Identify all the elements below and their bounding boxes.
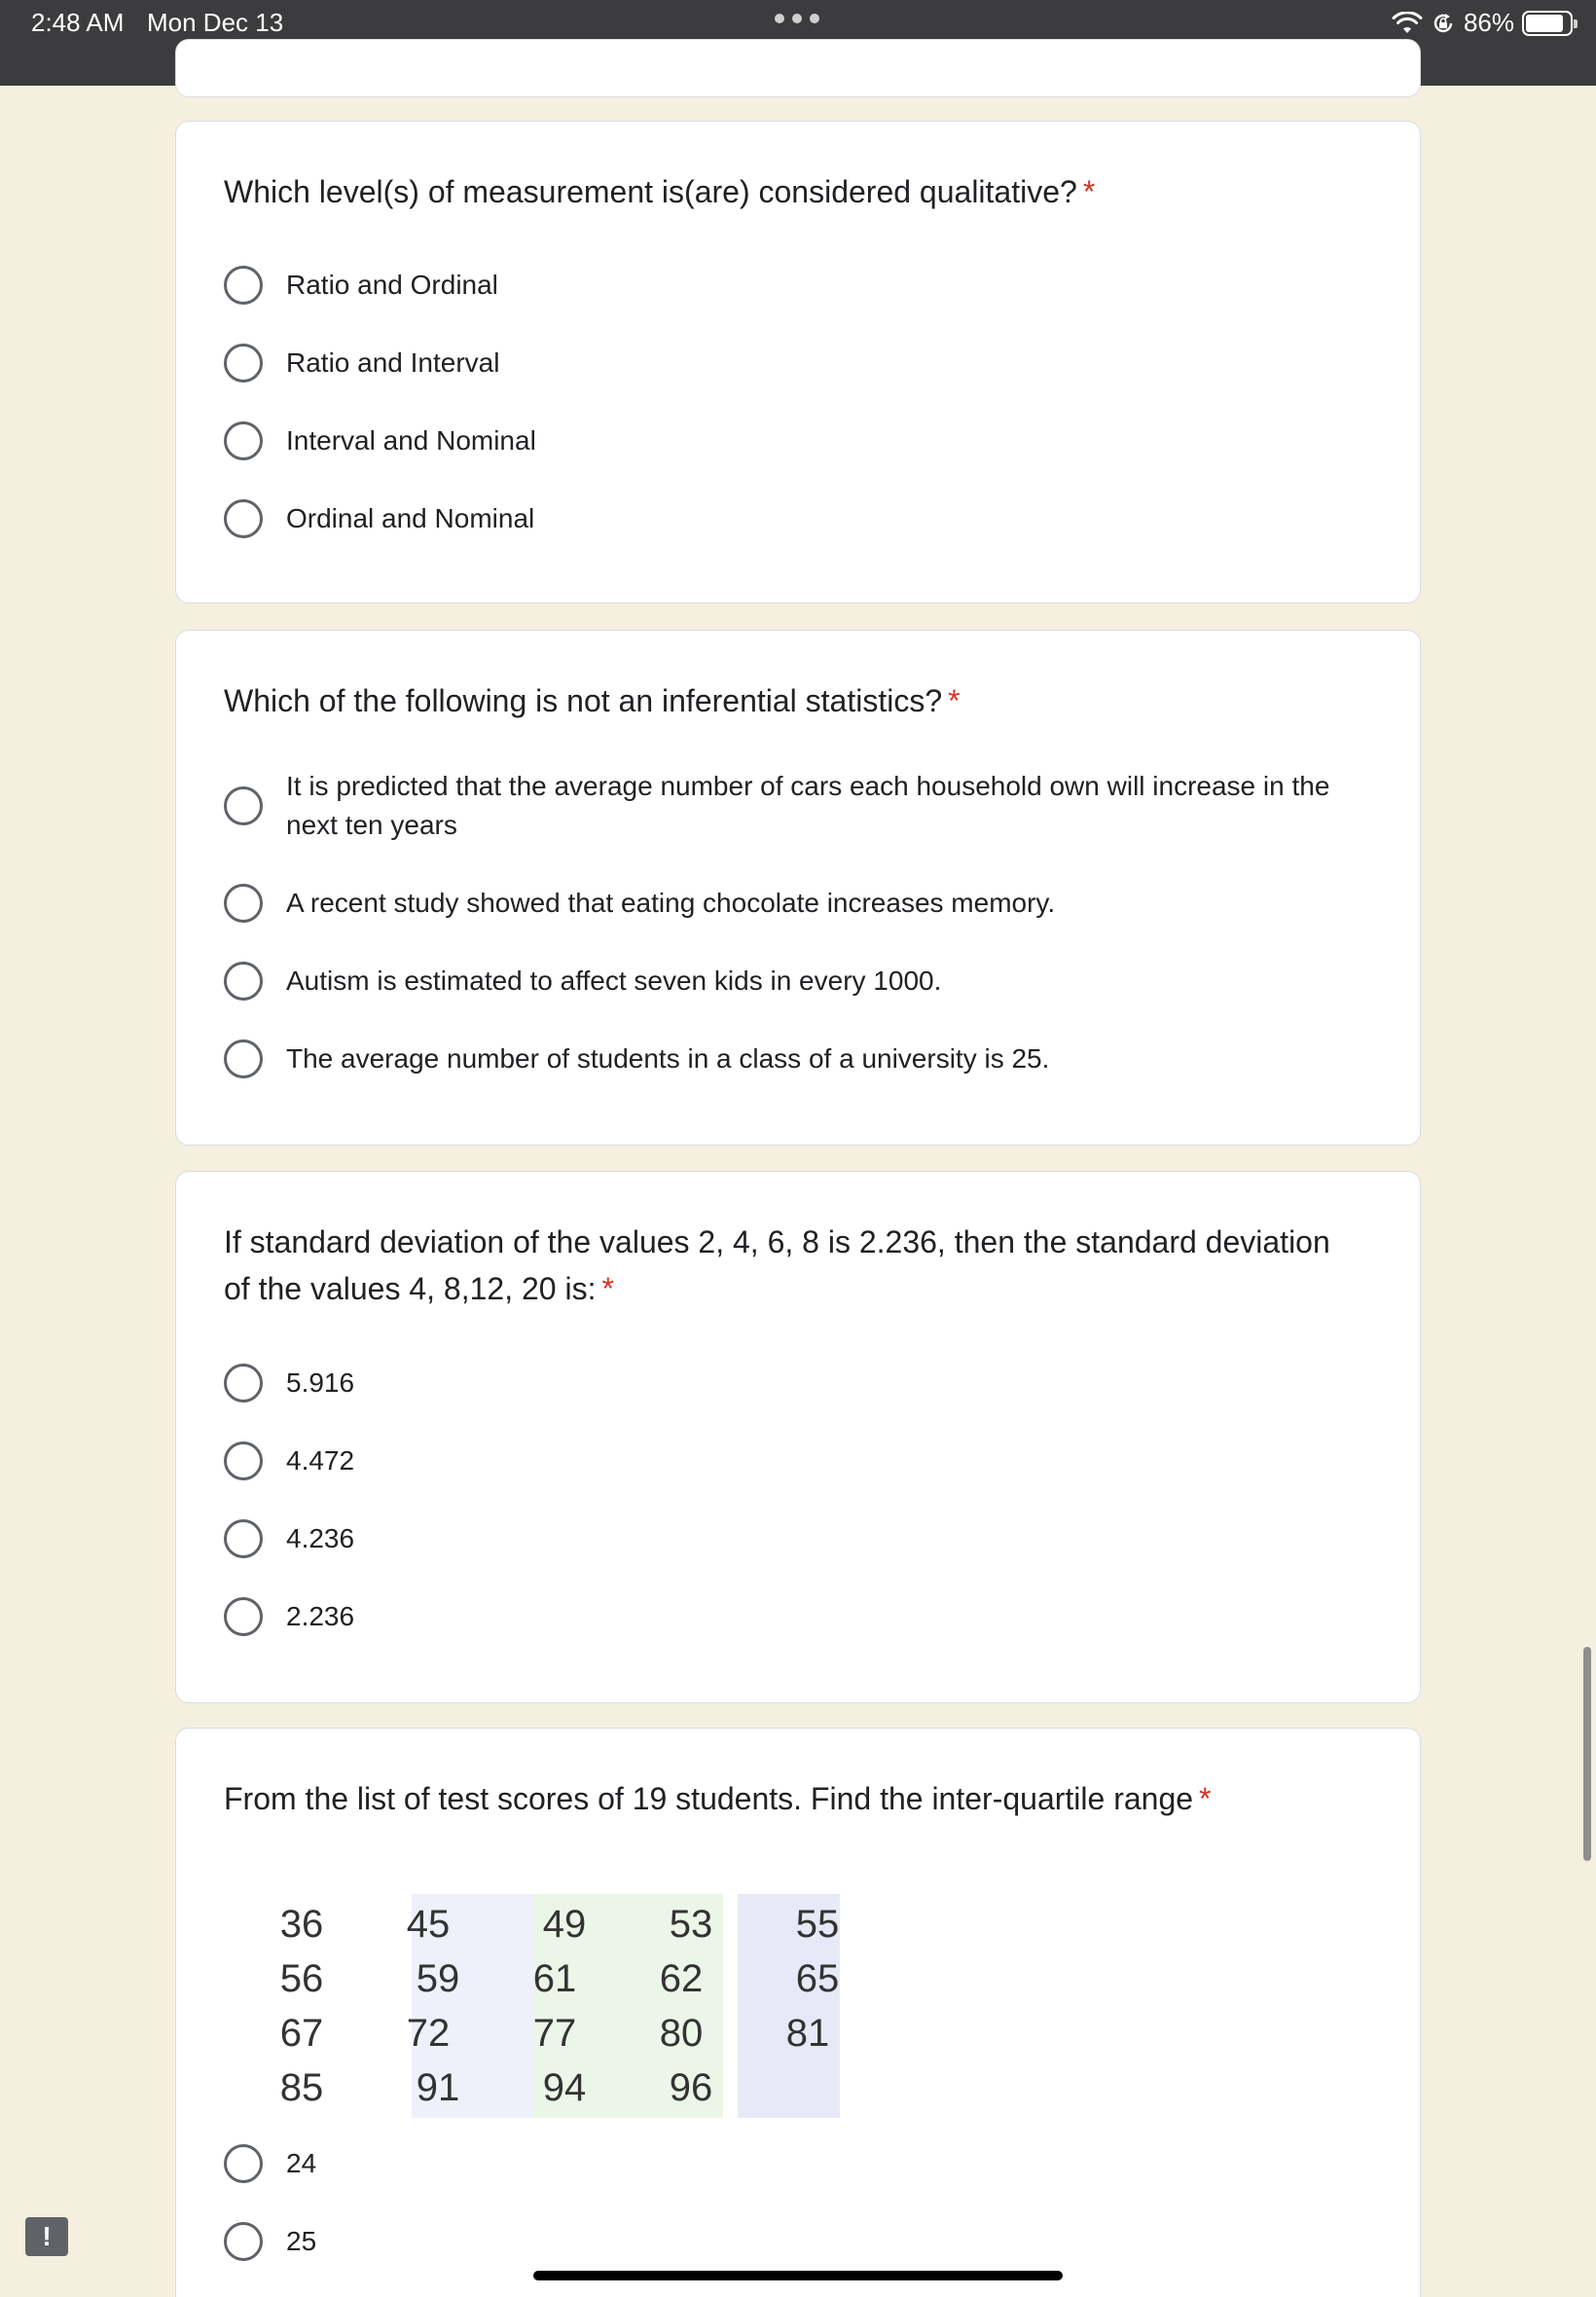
battery-icon bbox=[1522, 11, 1573, 36]
radio-button[interactable] bbox=[224, 421, 263, 460]
option-label: Autism is estimated to affect seven kids in every 1000. bbox=[286, 966, 942, 996]
question-title: Which of the following is not an inferential statistics? * bbox=[224, 683, 961, 718]
radio-button[interactable] bbox=[224, 1519, 263, 1558]
radio-button[interactable] bbox=[224, 499, 263, 538]
required-asterisk: * bbox=[948, 683, 961, 718]
score-cell: 59 bbox=[416, 1957, 460, 2000]
score-cell: 72 bbox=[406, 2012, 451, 2055]
radio-option[interactable] bbox=[224, 1519, 1361, 1558]
question-card bbox=[175, 121, 1421, 603]
home-indicator[interactable] bbox=[533, 2271, 1063, 2280]
radio-button[interactable] bbox=[224, 1597, 263, 1636]
option-label: 5.916 bbox=[286, 1367, 355, 1398]
radio-button[interactable] bbox=[224, 1441, 263, 1480]
radio-button[interactable] bbox=[224, 786, 263, 825]
option-label: Ordinal and Nominal bbox=[286, 503, 535, 533]
score-cell: 65 bbox=[795, 1957, 840, 2000]
score-cell: 85 bbox=[279, 2066, 324, 2109]
required-asterisk: * bbox=[601, 1271, 614, 1306]
question-card bbox=[175, 1728, 1421, 2297]
radio-option[interactable] bbox=[224, 499, 1361, 538]
radio-option[interactable] bbox=[224, 2144, 1361, 2183]
score-cell: 45 bbox=[406, 1903, 451, 1946]
battery-percent: 86% bbox=[1463, 8, 1514, 37]
radio-option[interactable] bbox=[224, 421, 1361, 460]
score-cell: 91 bbox=[416, 2066, 460, 2109]
question-card bbox=[175, 630, 1421, 1146]
radio-option[interactable] bbox=[224, 1039, 1361, 1078]
radio-option[interactable] bbox=[224, 344, 1361, 383]
score-cell: 49 bbox=[542, 1903, 587, 1946]
test-scores-image bbox=[246, 1894, 840, 2118]
score-cell: 77 bbox=[532, 2012, 577, 2055]
score-cell: 96 bbox=[669, 2066, 713, 2109]
radio-button[interactable] bbox=[224, 962, 263, 1001]
option-label: A recent study showed that eating chocolate increases memory. bbox=[286, 888, 1056, 918]
score-cell: 61 bbox=[532, 1957, 577, 2000]
radio-button[interactable] bbox=[224, 266, 263, 305]
score-cell: 94 bbox=[542, 2066, 587, 2109]
option-label: The average number of students in a class of a university is 25. bbox=[286, 1043, 1050, 1074]
option-label: 24 bbox=[286, 2148, 317, 2178]
option-label: 2.236 bbox=[286, 1601, 355, 1631]
score-cell: 53 bbox=[669, 1903, 713, 1946]
radio-button[interactable] bbox=[224, 1364, 263, 1403]
previous-question-card bbox=[175, 39, 1421, 97]
battery-fill bbox=[1526, 15, 1563, 32]
required-asterisk: * bbox=[1082, 174, 1096, 209]
radio-option[interactable] bbox=[224, 767, 1361, 845]
more-dots-icon[interactable] bbox=[775, 14, 819, 23]
radio-option[interactable] bbox=[224, 1364, 1361, 1403]
radio-button[interactable] bbox=[224, 884, 263, 923]
option-label: Ratio and Ordinal bbox=[286, 270, 498, 300]
option-label: Ratio and Interval bbox=[286, 347, 500, 378]
scrollbar-thumb[interactable] bbox=[1583, 1647, 1591, 1861]
radio-option[interactable] bbox=[224, 266, 1361, 305]
radio-option[interactable] bbox=[224, 1597, 1361, 1636]
radio-button[interactable] bbox=[224, 344, 263, 383]
option-label: It is predicted that the average number of cars each household own will increase in the next ten years bbox=[286, 771, 1330, 840]
question-card bbox=[175, 1171, 1421, 1703]
option-label: 25 bbox=[286, 2226, 317, 2256]
rotation-lock-icon bbox=[1431, 11, 1456, 36]
radio-option[interactable] bbox=[224, 1441, 1361, 1480]
radio-button[interactable] bbox=[224, 1039, 263, 1078]
score-cell: 36 bbox=[279, 1903, 324, 1946]
status-indicators bbox=[1392, 8, 1573, 38]
score-cell: 80 bbox=[659, 2012, 704, 2055]
radio-option[interactable] bbox=[224, 884, 1361, 923]
option-label: Interval and Nominal bbox=[286, 425, 536, 456]
score-cell: 67 bbox=[279, 2012, 324, 2055]
wifi-icon bbox=[1392, 12, 1423, 35]
radio-option[interactable] bbox=[224, 962, 1361, 1001]
option-label: 4.236 bbox=[286, 1523, 355, 1553]
score-cell: 55 bbox=[795, 1903, 840, 1946]
radio-button[interactable] bbox=[224, 2144, 263, 2183]
score-cell: 56 bbox=[279, 1957, 324, 2000]
radio-button[interactable] bbox=[224, 2222, 263, 2261]
status-date: Mon Dec 13 bbox=[147, 8, 284, 37]
question-title: Which level(s) of measurement is(are) considered qualitative? * bbox=[224, 174, 1096, 209]
question-title: If standard deviation of the values 2, 4, 6, 8 is 2.236, then the standard deviation of the values 4, 8,12, 20 is: * bbox=[224, 1224, 1330, 1306]
feedback-icon[interactable]: ! bbox=[25, 2217, 68, 2256]
required-asterisk: * bbox=[1199, 1781, 1212, 1816]
status-time: 2:48 AM bbox=[31, 8, 125, 37]
option-label: 4.472 bbox=[286, 1445, 355, 1476]
score-cell: 62 bbox=[659, 1957, 704, 2000]
question-title: From the list of test scores of 19 students. Find the inter-quartile range * bbox=[224, 1781, 1212, 1816]
score-cell: 81 bbox=[785, 2012, 830, 2055]
radio-option[interactable] bbox=[224, 2222, 1361, 2261]
